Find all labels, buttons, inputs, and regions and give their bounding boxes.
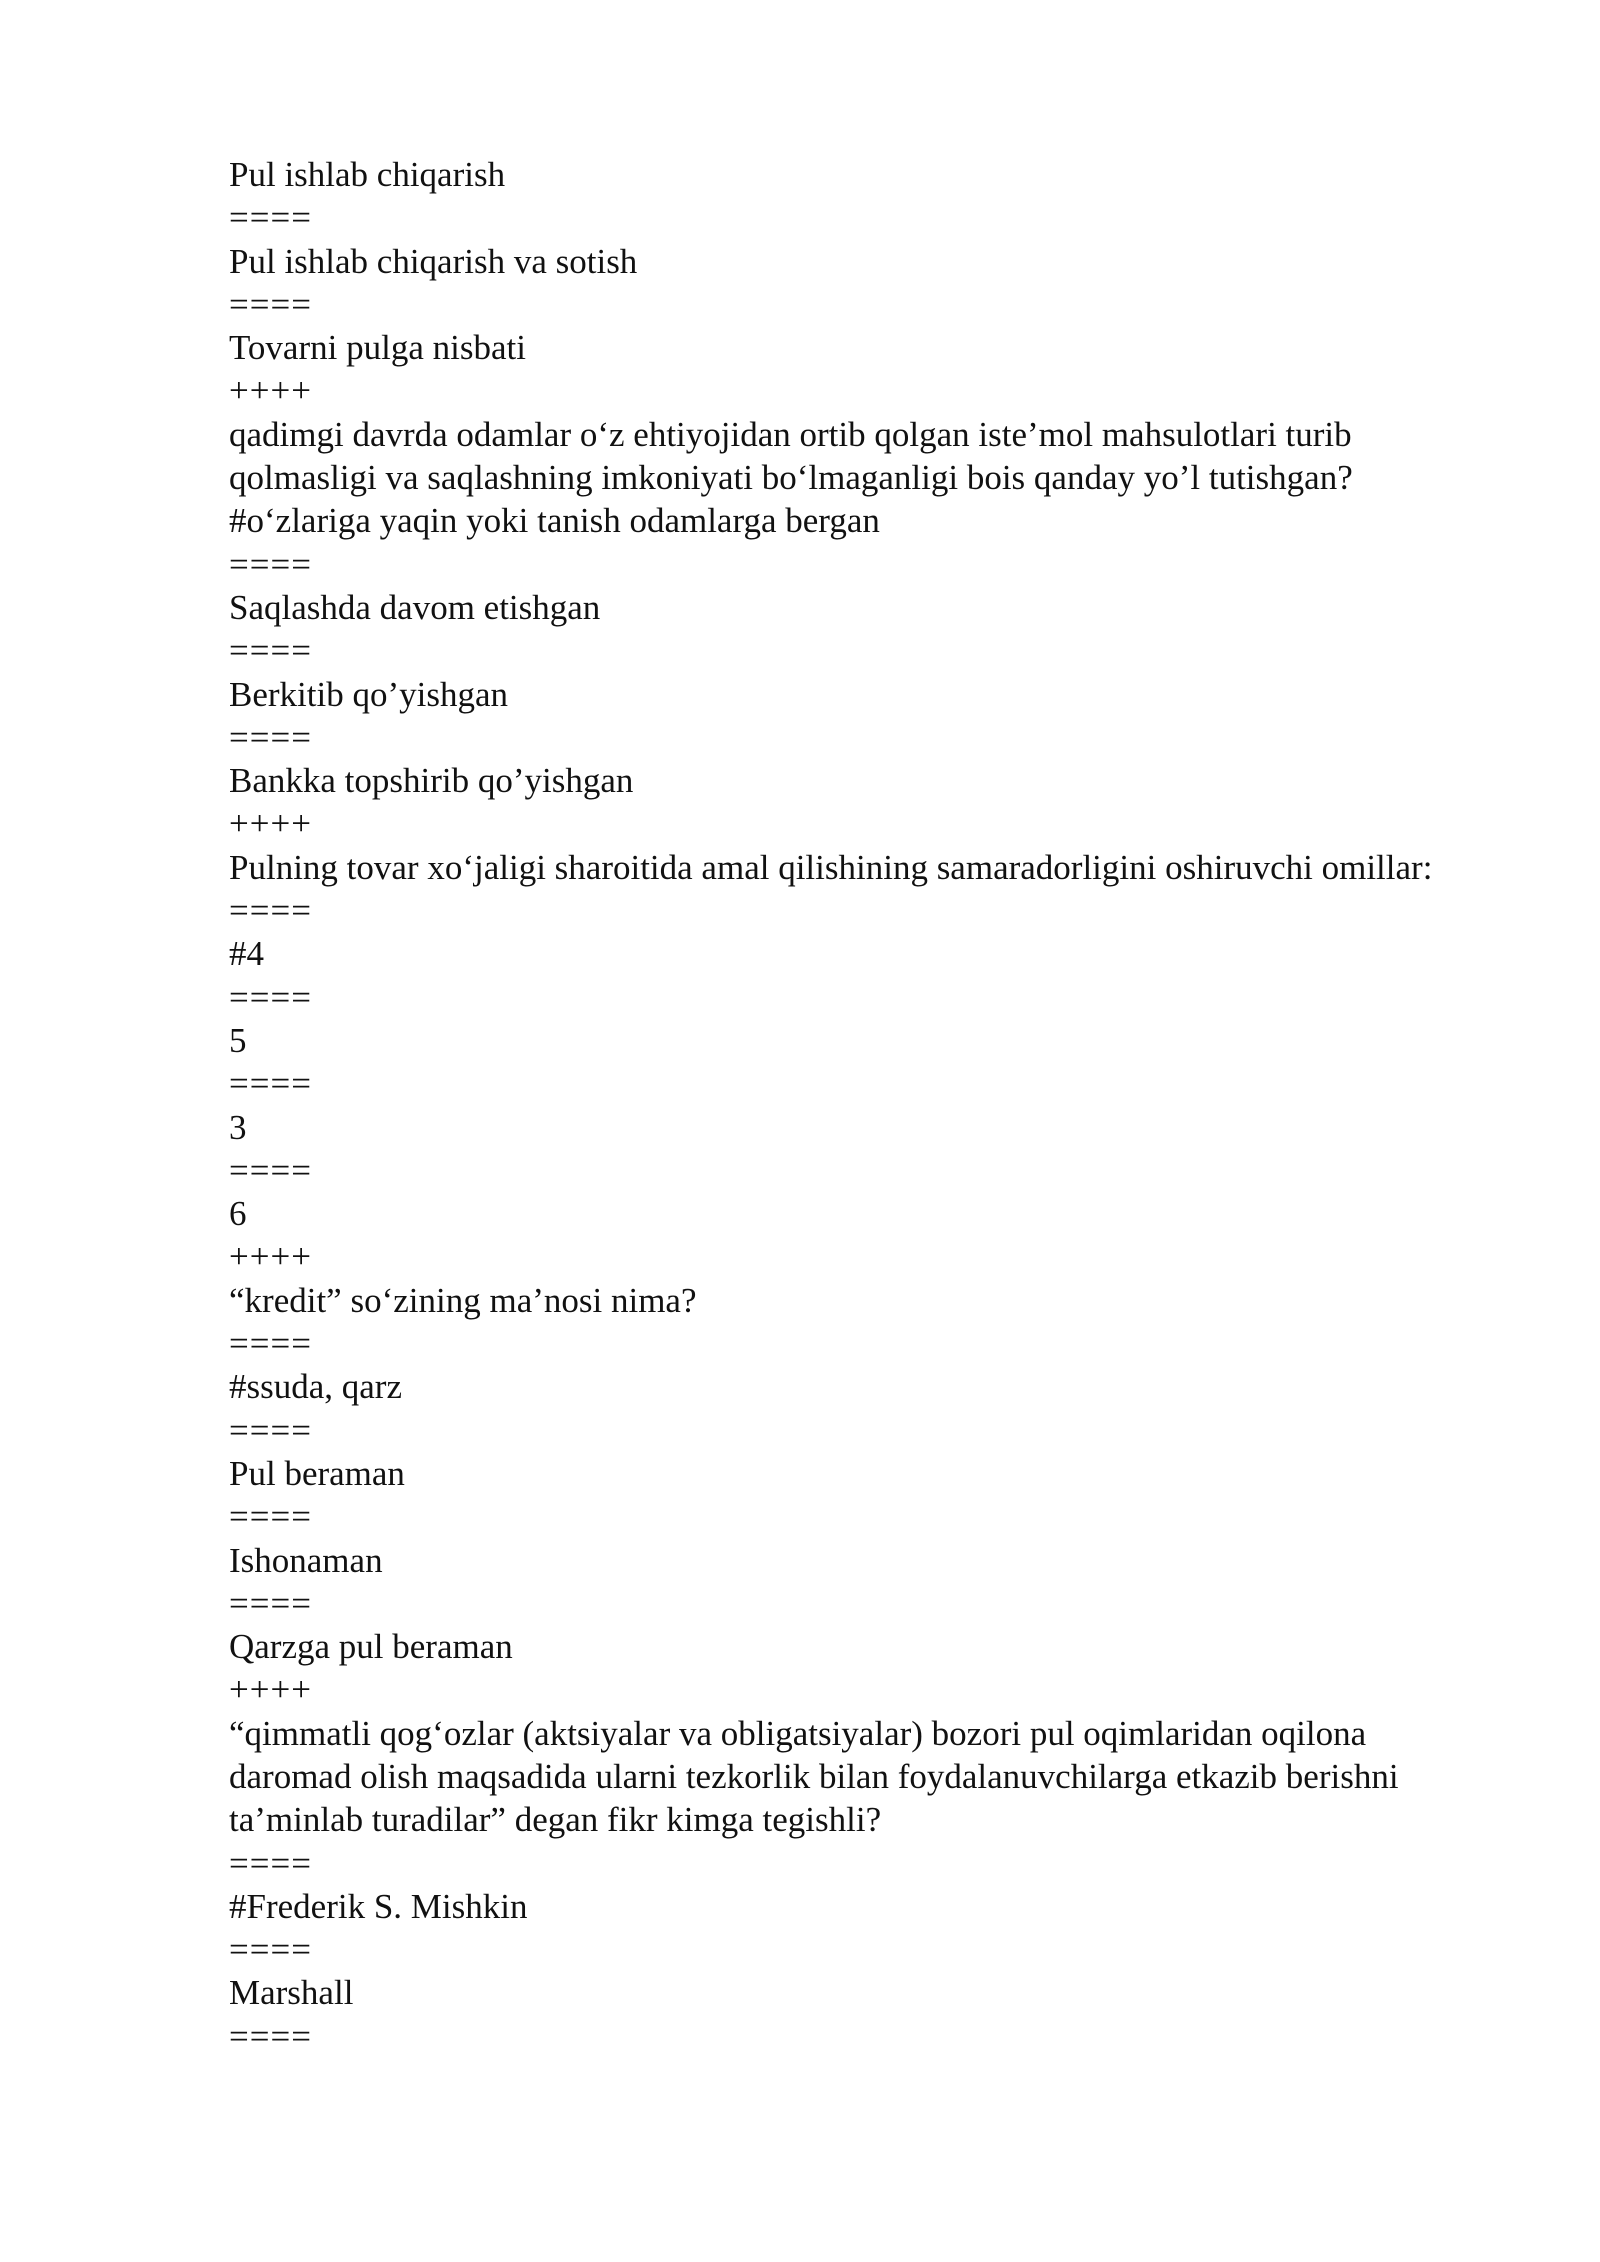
correct-answer: #ssuda, qarz <box>229 1367 403 1407</box>
question-text: “qimmatli qog‘ozlar (aktsiyalar va obligatsiyalar) bozori pul oqimlaridan oqilona daromad olish maqsadida ularni tezkorlik bilan foydalanuvchilarga etkazib berishni ta’minlab turadilar” degan fikr kimga tegishli? <box>229 1713 1408 1840</box>
separator: ==== <box>229 1497 312 1537</box>
separator: ==== <box>229 1410 312 1450</box>
answer-option: Pul ishlab chiqarish <box>229 155 506 194</box>
answer-option: 5 <box>229 1020 247 1060</box>
correct-answer: #Frederik S. Mishkin <box>229 1886 528 1926</box>
answer-option: Ishonaman <box>229 1540 383 1580</box>
answer-option: Pul ishlab chiqarish va sotish <box>229 241 638 281</box>
correct-answer: #4 <box>229 934 264 974</box>
separator: ==== <box>229 717 312 757</box>
answer-option: Marshall <box>229 1973 354 2013</box>
answer-option: Tovarni pulga nisbati <box>229 328 526 368</box>
answer-option: Bankka topshirib qo’yishgan <box>229 761 634 801</box>
answer-option: 6 <box>229 1194 247 1234</box>
separator: ==== <box>229 2016 312 2056</box>
separator: ==== <box>229 544 312 584</box>
separator: ==== <box>229 1150 312 1190</box>
separator: ==== <box>229 284 312 324</box>
separator: ==== <box>229 891 312 931</box>
correct-answer: #o‘zlariga yaqin yoki tanish odamlarga bergan <box>229 501 880 541</box>
answer-option: Berkitib qo’yishgan <box>229 674 508 714</box>
answer-option: Saqlashda davom etishgan <box>229 587 601 627</box>
question-separator: ++++ <box>229 1670 312 1710</box>
question-separator: ++++ <box>229 371 312 411</box>
question-text: qadimgi davrda odamlar o‘z ehtiyojidan ortib qolgan iste’mol mahsulotlari turib qolmasligi va saqlashning imkoniyati bo‘lmaganligi bois qanday yo’l tutishgan? <box>229 414 1361 498</box>
separator: ==== <box>229 977 312 1017</box>
answer-option: Qarzga pul beraman <box>229 1627 513 1667</box>
question-text: “kredit” so‘zining ma’nosi nima? <box>229 1280 697 1320</box>
question-text: Pulning tovar xo‘jaligi sharoitida amal qilishining samaradorligini oshiruvchi omillar: <box>229 847 1433 887</box>
question-separator: ++++ <box>229 804 312 844</box>
separator: ==== <box>229 1930 312 1970</box>
separator: ==== <box>229 1583 312 1623</box>
document-body <box>229 153 1469 2058</box>
separator: ==== <box>229 631 312 671</box>
separator: ==== <box>229 198 312 238</box>
answer-option: Pul beraman <box>229 1453 405 1493</box>
separator: ==== <box>229 1843 312 1883</box>
question-separator: ++++ <box>229 1237 312 1277</box>
answer-option: 3 <box>229 1107 247 1147</box>
separator: ==== <box>229 1324 312 1364</box>
separator: ==== <box>229 1064 312 1104</box>
